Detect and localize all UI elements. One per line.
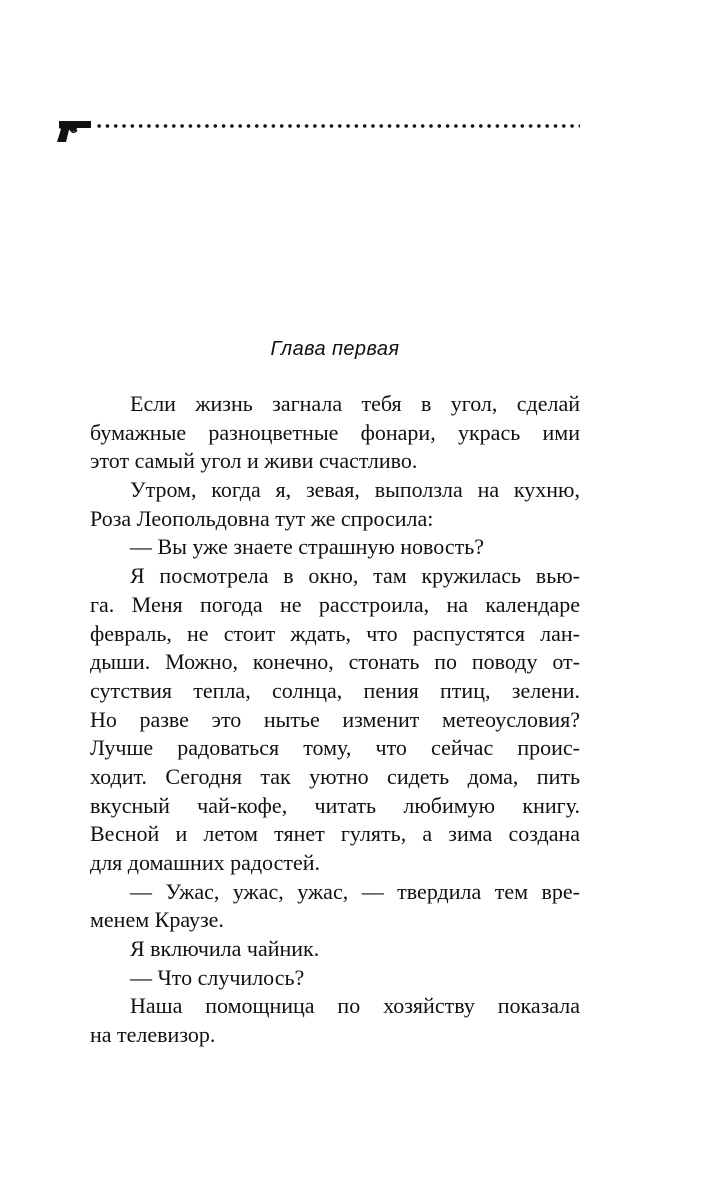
text-line: менем Краузе. <box>90 907 224 933</box>
text-line: Я включила чайник. <box>130 936 320 962</box>
text-line: этот самый угол и живи счастливо. <box>90 448 418 474</box>
text-line: бумажные разноцветные фонари, укрась ими <box>90 419 580 445</box>
text-line: Но разве это нытье изменит метеоусловия? <box>90 706 580 732</box>
text-line: Наша помощница по хозяйству показала <box>130 993 580 1019</box>
revolver-icon <box>55 118 95 148</box>
header-ornament <box>55 118 585 148</box>
text-line: на телевизор. <box>90 1022 216 1048</box>
text-line: дыши. Можно, конечно, стонать по поводу от- <box>90 649 580 675</box>
dotted-rule <box>95 123 580 129</box>
text-line: для домашних радостей. <box>90 850 321 875</box>
text-line: — Что случилось? <box>130 964 305 990</box>
text-line: февраль, не стоит ждать, что распустятся лан- <box>90 620 580 646</box>
text-line: Утром, когда я, зевая, выползла на кухню, <box>130 477 580 503</box>
text-line: Роза Леопольдовна тут же спросила: <box>90 505 434 531</box>
text-line: Я посмотрела в окно, там кружилась вью- <box>130 563 580 589</box>
text-line: ходит. Сегодня так уютно сидеть дома, пить <box>90 763 580 789</box>
text-line: га. Меня погода не расстроила, на календаре <box>90 591 580 617</box>
text-line: вкусный чай-кофе, читать любимую книгу. <box>90 792 580 818</box>
text-line: — Вы уже знаете страшную новость? <box>130 534 485 560</box>
chapter-title: Глава первая <box>270 338 400 360</box>
text-line: Если жизнь загнала тебя в угол, сделай <box>130 391 580 416</box>
text-line: Весной и летом тянет гулять, а зима создана <box>90 821 580 847</box>
body-text <box>90 390 580 1050</box>
text-line: — Ужас, ужас, ужас, — твердила тем вре- <box>130 878 580 904</box>
text-line: сутствия тепла, солнца, пения птиц, зелени. <box>90 677 580 703</box>
text-line: Лучше радоваться тому, что сейчас проис- <box>90 735 580 761</box>
